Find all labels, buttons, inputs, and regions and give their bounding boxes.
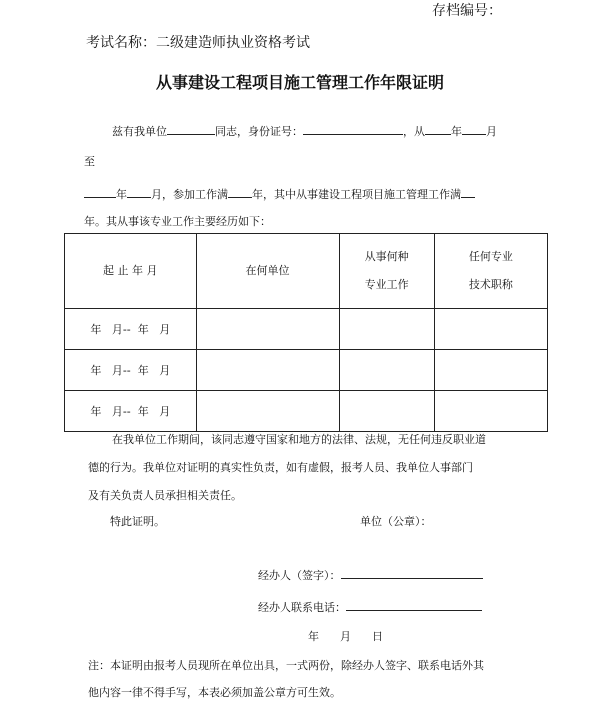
intro-text: 月 (486, 125, 497, 138)
unit-seal-label: 单位（公章）： (360, 515, 432, 528)
title-cell[interactable] (434, 309, 547, 350)
specialty-cell[interactable] (339, 350, 434, 391)
intro-text: 同志，身份证号： (215, 125, 303, 138)
end-year-blank[interactable] (84, 185, 116, 198)
table-row (65, 350, 548, 391)
period-cell: 年 月-- 年 月 (65, 350, 197, 391)
specialty-cell[interactable] (339, 309, 434, 350)
statement-line-3: 及有关负责人员承担相关责任。 (88, 489, 242, 502)
unit-cell[interactable] (196, 391, 339, 432)
handler-phone-line[interactable] (346, 598, 482, 611)
table-row (65, 309, 548, 350)
specialty-cell[interactable] (339, 391, 434, 432)
intro-text: 年，其中从事建设工程项目施工管理工作满 (252, 188, 461, 201)
header-title: 任何专业 技术职称 (434, 234, 547, 309)
table-header-row (65, 234, 548, 309)
intro-line-1 (112, 122, 497, 139)
certify-text: 特此证明。 (110, 515, 165, 528)
header-specialty: 从事何种 专业工作 (339, 234, 434, 309)
handler-signature-row (258, 566, 483, 583)
intro-text: 年 (116, 188, 127, 201)
intro-text: 兹有我单位 (112, 125, 167, 138)
unit-cell[interactable] (196, 309, 339, 350)
handler-label: 经办人（签字）： (258, 569, 341, 582)
title-cell[interactable] (434, 391, 547, 432)
work-years-blank[interactable] (228, 185, 252, 198)
management-years-blank[interactable] (461, 185, 475, 198)
end-month-blank[interactable] (127, 185, 151, 198)
intro-line-2 (84, 185, 475, 202)
table-row (65, 391, 548, 432)
intro-line-3: 年。其从事该专业工作主要经历如下： (84, 215, 271, 228)
start-month-blank[interactable] (462, 122, 486, 135)
start-year-blank[interactable] (425, 122, 451, 135)
name-blank[interactable] (167, 122, 215, 135)
intro-to: 至 (84, 155, 95, 168)
intro-text: 年 (451, 125, 462, 138)
statement-line-2: 德的行为。我单位对证明的真实性负责，如有虚假，报考人员、我单位人事部门 (88, 461, 473, 474)
date-line: 年 月 日 (308, 630, 383, 643)
header-unit: 在何单位 (196, 234, 339, 309)
archive-number-label: 存档编号： (432, 3, 502, 19)
period-cell: 年 月-- 年 月 (65, 391, 197, 432)
handler-phone-row (258, 598, 482, 615)
handler-phone-label: 经办人联系电话： (258, 601, 346, 614)
header-period: 起 止 年 月 (65, 234, 197, 309)
unit-cell[interactable] (196, 350, 339, 391)
work-history-table (64, 233, 548, 432)
note-line-2: 他内容一律不得手写，本表必须加盖公章方可生效。 (88, 686, 341, 699)
note-line-1: 注：本证明由报考人员现所在单位出具，一式两份，除经办人签字、联系电话外其 (88, 659, 484, 672)
intro-text: 月，参加工作满 (151, 188, 228, 201)
title-cell[interactable] (434, 350, 547, 391)
statement-line-1: 在我单位工作期间，该同志遵守国家和地方的法律、法规，无任何违反职业道 (112, 433, 486, 446)
intro-text: ，从 (403, 125, 425, 138)
handler-signature-line[interactable] (341, 566, 483, 579)
exam-name: 考试名称：二级建造师执业资格考试 (86, 35, 310, 51)
period-cell: 年 月-- 年 月 (65, 309, 197, 350)
document-title: 从事建设工程项目施工管理工作年限证明 (155, 73, 444, 92)
id-number-blank[interactable] (303, 122, 403, 135)
